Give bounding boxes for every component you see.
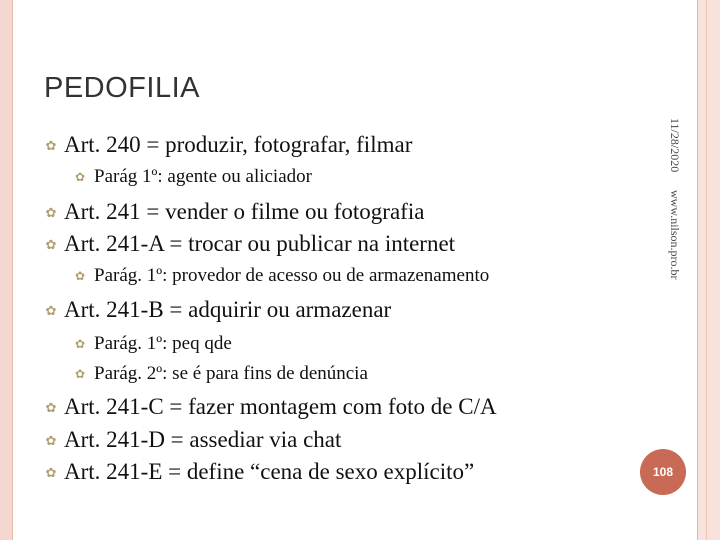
bullet-text: Art. 241-A = trocar ou publicar na internet — [64, 231, 456, 256]
bullet-text: Art. 241-C = fazer montagem com foto de C/A — [64, 394, 497, 419]
frame-right-line — [697, 0, 698, 540]
star-bullet-icon: ✿ — [45, 400, 57, 415]
website-url: www.nilson.pro.br — [668, 190, 682, 280]
star-bullet-icon: ✿ — [74, 367, 86, 381]
bullet-text: Art. 240 = produzir, fotografar, filmar — [64, 132, 413, 157]
sub-bullet-text: Parág. 2º: se é para fins de denúncia — [94, 363, 368, 384]
star-bullet-icon: ✿ — [45, 303, 57, 318]
bullet-text: Art. 241-D = assediar via chat — [64, 427, 342, 452]
slide-date: 11/28/2020 — [668, 118, 682, 173]
star-bullet-icon: ✿ — [45, 205, 57, 220]
star-bullet-icon: ✿ — [45, 138, 57, 153]
star-bullet-icon: ✿ — [74, 269, 86, 283]
star-bullet-icon: ✿ — [45, 465, 57, 480]
page-number-badge — [640, 449, 686, 495]
star-bullet-icon: ✿ — [45, 433, 57, 448]
frame-right-border — [697, 0, 720, 540]
sub-bullet-text: Parág. 1º: peq qde — [94, 333, 232, 354]
bullet-text: Art. 241-E = define “cena de sexo explícito” — [64, 459, 475, 484]
star-bullet-icon: ✿ — [74, 337, 86, 351]
frame-left-line — [12, 0, 13, 540]
slide-title: PEDOFILIA — [44, 72, 200, 104]
star-bullet-icon: ✿ — [45, 237, 57, 252]
page-number: 108 — [652, 465, 674, 479]
frame-left-border — [0, 0, 12, 540]
star-bullet-icon: ✿ — [74, 170, 86, 184]
bullet-text: Art. 241 = vender o filme ou fotografia — [64, 199, 425, 224]
sub-bullet-text: Parág. 1º: provedor de acesso ou de armazenamento — [94, 265, 490, 286]
bullet-text: Art. 241-B = adquirir ou armazenar — [64, 297, 392, 322]
sub-bullet-text: Parág 1º: agente ou aliciador — [94, 166, 312, 187]
frame-right-line-inner — [706, 0, 707, 540]
